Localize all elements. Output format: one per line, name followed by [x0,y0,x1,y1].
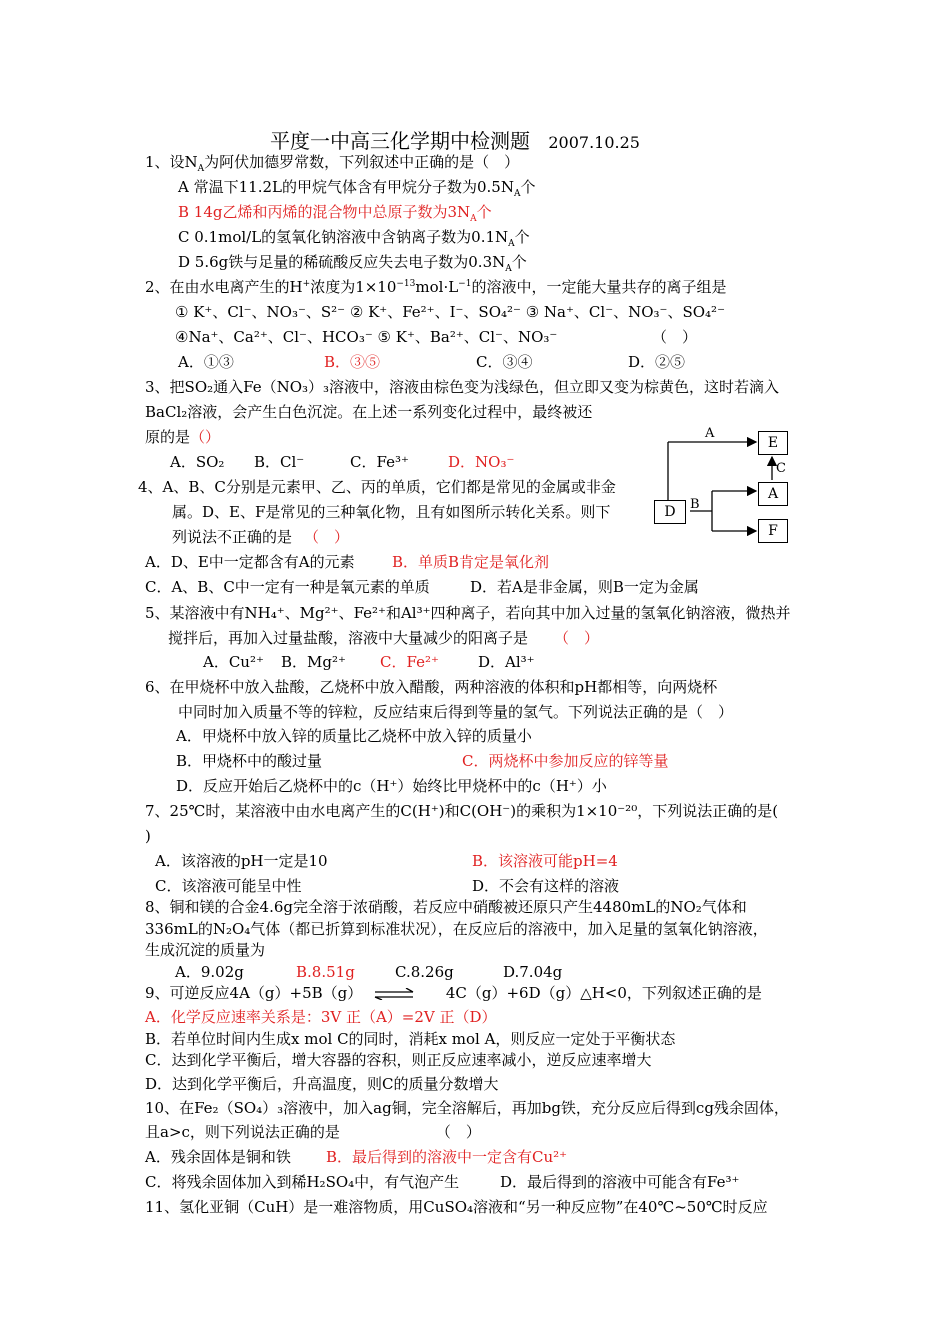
question-9-stem: 9、可逆反应4A（g）+5B（g） 4C（g）+6D（g）△H<0，下列叙述正确的是 [145,984,762,1002]
question-6-option-d: D．反应开始后乙烧杯中的c（H⁺）始终比甲烧杯中的c（H⁺）小 [176,777,607,795]
question-2-option-c: C．③④ [476,353,533,371]
question-5-option-b: B．Mg²⁺ [281,653,346,671]
question-7-line-2: ) [145,827,151,845]
question-4-option-c: C．A、B、C中一定有一种是氧元素的单质 [145,578,430,596]
question-2-answer-paren: （ ） [652,328,698,346]
question-3-line-3: 原的是（） [145,428,221,446]
question-7-option-b: B．该溶液可能pH=4 [472,852,618,870]
question-8-option-c: C.8.26g [395,963,454,981]
question-4-line-3: 列说法不正确的是 （ ） [172,528,350,546]
question-2-option-d: D．②⑤ [628,353,686,371]
question-9-option-d: D．达到化学平衡后，升高温度，则C的质量分数增大 [145,1075,499,1093]
question-5-answer-paren: （ ） [554,629,600,647]
question-10-option-c: C．将残余固体加入到稀H₂SO₄中，有气泡产生 [145,1173,460,1191]
question-8-option-a: A．9.02g [175,963,244,981]
question-2-ion-groups-2: ④Na⁺、Ca²⁺、Cl⁻、HCO₃⁻ ⑤ K⁺、Ba²⁺、Cl⁻、NO₃⁻ [175,328,558,346]
question-7-option-a: A．该溶液的pH一定是10 [155,852,328,870]
diagram-label-c: C [776,461,786,476]
question-5-option-c: C．Fe²⁺ [380,653,439,671]
question-8-line-1: 8、铜和镁的合金4.6g完全溶于浓硝酸，若反应中硝酸被还原只产生4480mL的NO₂气体和 [145,898,747,916]
question-10-answer-paren: （ ） [435,1123,481,1141]
question-8-option-b: B.8.51g [296,963,355,981]
diagram-box-a: A [758,482,788,506]
conversion-diagram [650,424,800,550]
question-6-option-a: A．甲烧杯中放入锌的质量比乙烧杯中放入锌的质量小 [176,727,532,745]
question-8-option-d: D.7.04g [503,963,563,981]
question-4-line-1: 4、A、B、C分别是元素甲、乙、丙的单质，它们都是常见的金属或非金 [138,478,616,496]
question-3-option-a: A．SO₂ [170,453,225,471]
question-4-option-a: A．D、E中一定都含有A的元素 [145,553,355,571]
diagram-label-b: B [690,497,700,512]
question-8-line-2: 336mL的N₂O₄气体（都已折算到标准状况），在反应后的溶液中，加入足量的氢氧化钠溶液， [145,920,768,938]
question-6-option-b: B．甲烧杯中的酸过量 [176,752,323,770]
question-4-answer-paren: （ ） [304,528,350,546]
question-2-option-a: A．①③ [178,353,234,371]
question-1-stem: 1、设$N_A$为阿伏加德罗常数，下列叙述中正确的是（ ） [145,153,520,174]
question-11-line-1: 11、氢化亚铜（CuH）是一难溶物质，用CuSO₄溶液和“另一种反应物”在40℃~50℃时反应 [145,1198,768,1216]
question-2-ion-groups-1: ① K⁺、Cl⁻、NO₃⁻、S²⁻ ② K⁺、Fe²⁺、I⁻、SO₄²⁻ ③ Na⁺、Cl⁻、NO₃⁻、SO₄²⁻ [175,303,725,321]
question-2-stem: 2、在由水电离产生的H+浓度为$1\times 10^{-13}mol\cdot L^{-1}$的溶液中，一定能大量共存的离子组是 [145,278,727,296]
question-10-option-b: B．最后得到的溶液中一定含有Cu²⁺ [326,1148,568,1166]
question-9-option-c: C．达到化学平衡后，增大容器的容积，则正反应速率减小，逆反应速率增大 [145,1051,652,1069]
question-3-option-d: D．NO₃⁻ [448,453,515,471]
equilibrium-arrow-icon [373,988,415,1000]
question-1-option-a: A 常温下11.2L的甲烷气体含有甲烷分子数为$0.5N_A$个 [178,178,536,199]
title-date: 2007.10.25 [548,133,640,152]
question-4-line-2: 属。D、E、F是常见的三种氧化物，且有如图所示转化关系。则下 [172,503,611,521]
question-1-option-b: B 14g乙烯和丙烯的混合物中总原子数为$3N_A$个 [178,203,492,224]
question-10-option-a: A．残余固体是铜和铁 [145,1148,291,1166]
question-4-option-b: B．单质B肯定是氧化剂 [392,553,550,571]
question-3-line-2: BaCl₂溶液，会产生白色沉淀。在上述一系列变化过程中，最终被还 [145,403,593,421]
question-7-option-d: D．不会有这样的溶液 [472,877,620,895]
question-8-line-3: 生成沉淀的质量为 [145,941,266,959]
question-1-option-c: C 0.1mol/L的氢氧化钠溶液中含钠离子数为$0.1N_A$个 [178,228,530,249]
question-9-option-b: B．若单位时间内生成x mol C的同时，消耗x mol A，则反应一定处于平衡状态 [145,1030,676,1048]
question-6-line-1: 6、在甲烧杯中放入盐酸，乙烧杯中放入醋酸，两种溶液的体积和pH都相等，向两烧杯 [145,678,718,696]
diagram-box-d: D [654,500,686,524]
question-2-option-b: B．③⑤ [324,353,381,371]
question-7-option-c: C．该溶液可能呈中性 [155,877,302,895]
question-5-option-d: D．Al³⁺ [478,653,535,671]
diagram-box-e: E [758,431,788,455]
diagram-box-f: F [758,519,788,543]
question-5-line-1: 5、某溶液中有NH₄⁺、Mg²⁺、Fe²⁺和Al³⁺四种离子，若向其中加入过量的氢氧化钠溶液，微热并 [145,604,791,622]
question-3-answer-paren: （） [190,428,221,446]
question-5-line-2: 搅拌后，再加入过量盐酸，溶液中大量减少的阳离子是 （ ） [168,629,600,647]
diagram-label-a: A [705,426,715,441]
question-9-option-a: A．化学反应速率关系是：3V 正（A）=2V 正（D） [145,1008,497,1026]
question-10-line-1: 10、在Fe₂（SO₄）₃溶液中，加入ag铜，完全溶解后，再加bg铁，充分反应后得到cg残余固体， [145,1099,789,1117]
question-3-option-c: C．Fe³⁺ [350,453,409,471]
question-6-line-2: 中同时加入质量不等的锌粒，反应结束后得到等量的氢气。下列说法正确的是（ ） [178,703,734,721]
title-text: 平度一中高三化学期中检测题 [270,129,530,153]
question-6-option-c: C．两烧杯中参加反应的锌等量 [462,752,669,770]
question-3-line-1: 3、把SO₂通入Fe（NO₃）₃溶液中，溶液由棕色变为浅绿色，但立即又变为棕黄色，这时若滴入 [145,378,780,396]
question-10-option-d: D．最后得到的溶液中可能含有Fe³⁺ [500,1173,740,1191]
question-7-line-1: 7、25℃时，某溶液中由水电离产生的C(H⁺)和C(OH⁻)的乘积为1×10⁻²⁰，下列说法正确的是( [145,802,779,820]
question-5-option-a: A．Cu²⁺ [203,653,264,671]
question-1-option-d: D 5.6g铁与足量的稀硫酸反应失去电子数为$0.3N_A$个 [178,253,527,274]
question-4-option-d: D．若A是非金属，则B一定为金属 [470,578,699,596]
question-10-line-2: 且a>c，则下列说法正确的是 （ ） [145,1123,481,1141]
question-3-option-b: B．Cl⁻ [254,453,305,471]
